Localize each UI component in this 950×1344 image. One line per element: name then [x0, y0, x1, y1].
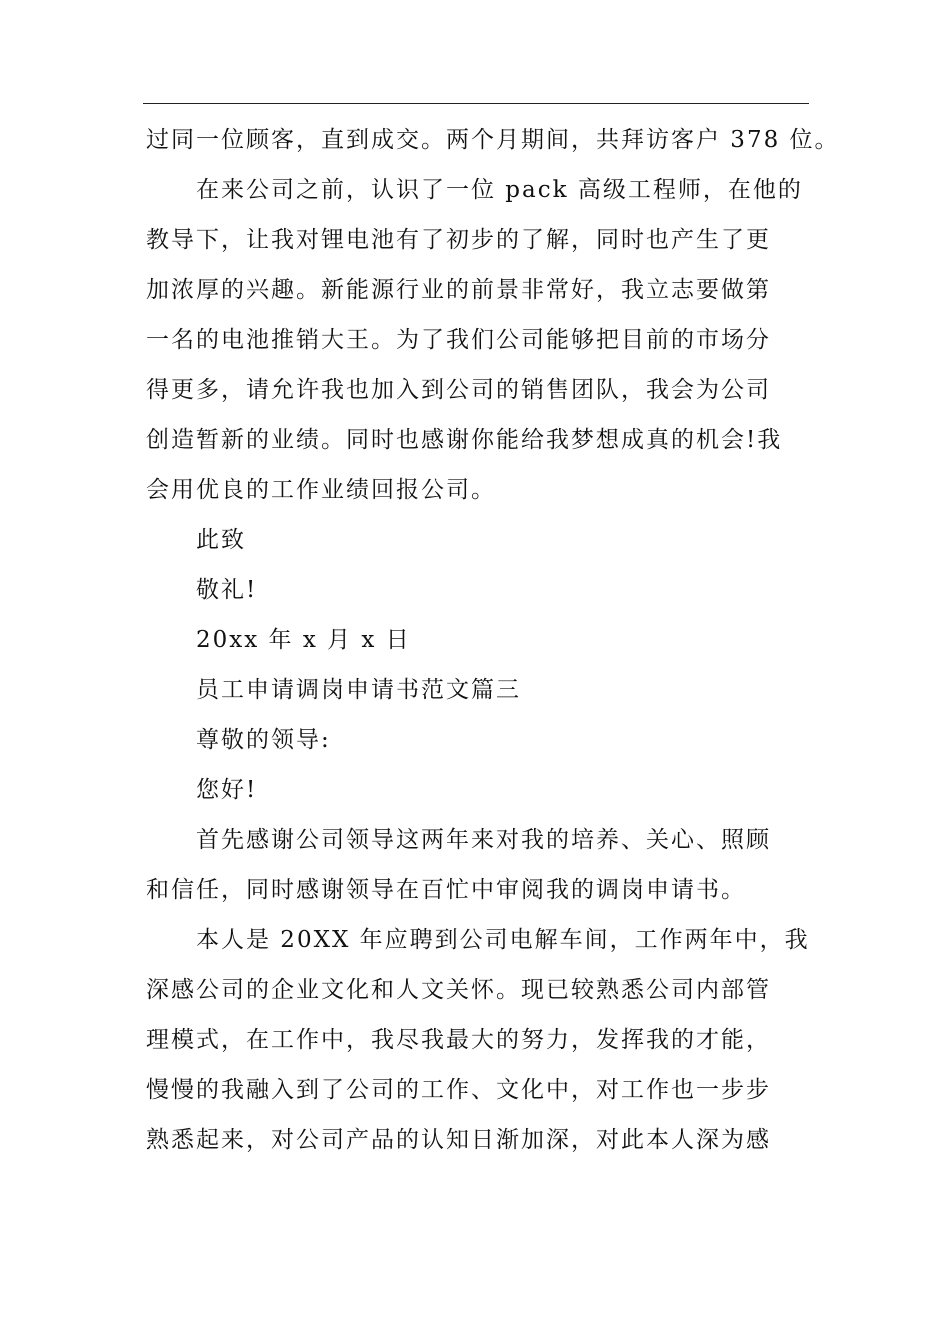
text-line: 您好!: [196, 777, 258, 803]
text-line: 教导下，让我对锂电池有了初步的了解，同时也产生了更: [146, 227, 771, 253]
text-line: 得更多，请允许我也加入到公司的销售团队，我会为公司: [146, 377, 771, 403]
document-body: [146, 115, 840, 1165]
text-line: 过同一位顾客，直到成交。两个月期间，共拜访客户 378 位。: [146, 127, 840, 153]
text-line: 熟悉起来，对公司产品的认知日渐加深，对此本人深为感: [146, 1127, 771, 1153]
text-line: 慢慢的我融入到了公司的工作、文化中，对工作也一步步: [146, 1077, 771, 1103]
text-line: 会用优良的工作业绩回报公司。: [146, 477, 496, 503]
text-line: 在来公司之前，认识了一位 pack 高级工程师，在他的: [196, 177, 803, 203]
text-line: 员工申请调岗申请书范文篇三: [196, 677, 521, 703]
text-line: 本人是 20XX 年应聘到公司电解车间，工作两年中，我: [196, 927, 810, 953]
text-line: 深感公司的企业文化和人文关怀。现已较熟悉公司内部管: [146, 977, 771, 1003]
text-line: 和信任，同时感谢领导在百忙中审阅我的调岗申请书。: [146, 877, 746, 903]
text-line: 敬礼!: [196, 577, 258, 603]
text-line: 加浓厚的兴趣。新能源行业的前景非常好，我立志要做第: [146, 277, 771, 303]
text-line: 20xx 年 x 月 x 日: [196, 627, 411, 653]
text-line: 此致: [196, 527, 246, 553]
text-line: 创造暂新的业绩。同时也感谢你能给我梦想成真的机会!我: [146, 427, 783, 453]
text-line: 理模式，在工作中，我尽我最大的努力，发挥我的才能，: [146, 1027, 771, 1053]
text-line: 尊敬的领导:: [196, 727, 331, 753]
header-rule: [143, 103, 809, 104]
text-line: 首先感谢公司领导这两年来对我的培养、关心、照顾: [196, 827, 771, 853]
text-line: 一名的电池推销大王。为了我们公司能够把目前的市场分: [146, 327, 771, 353]
